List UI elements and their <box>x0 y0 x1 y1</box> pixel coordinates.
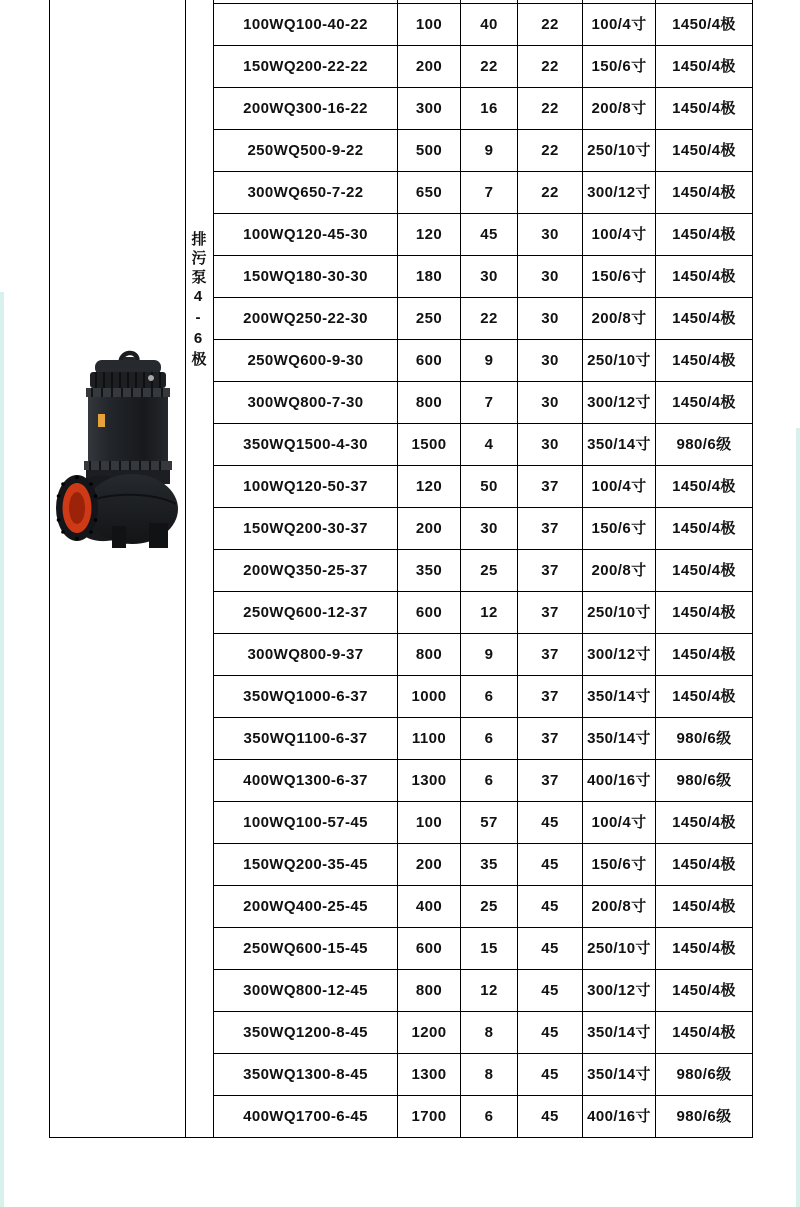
cell-head: 6 <box>461 1096 518 1138</box>
cell-speed: 1450/4极 <box>656 382 753 424</box>
cell-flow: 1100 <box>398 718 461 760</box>
cell-outlet: 400/16寸 <box>583 1096 656 1138</box>
cell-head: 6 <box>461 760 518 802</box>
cell-speed: 1450/4极 <box>656 88 753 130</box>
cell-head: 6 <box>461 676 518 718</box>
cell-model: 100WQ100-40-22 <box>214 4 398 46</box>
cell-head: 9 <box>461 130 518 172</box>
cell-power: 22 <box>518 172 583 214</box>
cell-model: 300WQ800-12-45 <box>214 970 398 1012</box>
cell-flow: 1700 <box>398 1096 461 1138</box>
cell-flow: 1000 <box>398 676 461 718</box>
cell-model: 100WQ120-45-30 <box>214 214 398 256</box>
cell-power: 37 <box>518 634 583 676</box>
cell-flow: 1300 <box>398 760 461 802</box>
cell-outlet: 100/4寸 <box>583 466 656 508</box>
cell-outlet: 200/8寸 <box>583 88 656 130</box>
cell-outlet: 150/6寸 <box>583 508 656 550</box>
cell-head: 7 <box>461 382 518 424</box>
cell-outlet: 300/12寸 <box>583 172 656 214</box>
cell-model: 150WQ200-35-45 <box>214 844 398 886</box>
cell-head: 12 <box>461 592 518 634</box>
cell-flow: 650 <box>398 172 461 214</box>
cell-outlet: 150/6寸 <box>583 46 656 88</box>
cell-outlet: 200/8寸 <box>583 298 656 340</box>
cell-speed: 1450/4极 <box>656 928 753 970</box>
cell-head: 25 <box>461 550 518 592</box>
cell-speed: 1450/4极 <box>656 466 753 508</box>
category-label-cell <box>186 0 214 1138</box>
cell-speed: 1450/4极 <box>656 172 753 214</box>
cell-flow: 500 <box>398 130 461 172</box>
cell-model: 300WQ800-7-30 <box>214 382 398 424</box>
cell-flow: 250 <box>398 298 461 340</box>
page-edge-strip-right <box>796 428 800 1207</box>
cell-model: 250WQ600-9-30 <box>214 340 398 382</box>
cell-model: 150WQ200-22-22 <box>214 46 398 88</box>
cell-power: 30 <box>518 424 583 466</box>
cell-flow: 1200 <box>398 1012 461 1054</box>
cell-speed: 980/6级 <box>656 718 753 760</box>
cell-model: 350WQ1300-8-45 <box>214 1054 398 1096</box>
cell-outlet: 350/14寸 <box>583 424 656 466</box>
cell-flow: 1500 <box>398 424 461 466</box>
cell-speed: 1450/4极 <box>656 970 753 1012</box>
cell-power: 30 <box>518 256 583 298</box>
cell-head: 4 <box>461 424 518 466</box>
cell-head: 40 <box>461 4 518 46</box>
cell-model: 150WQ180-30-30 <box>214 256 398 298</box>
cell-model: 250WQ600-12-37 <box>214 592 398 634</box>
cell-model: 300WQ650-7-22 <box>214 172 398 214</box>
cell-head: 22 <box>461 298 518 340</box>
category-side-label-text: 排污泵4-6极 <box>189 230 207 370</box>
cell-flow: 100 <box>398 4 461 46</box>
product-photo-cell <box>50 0 186 1138</box>
cell-outlet: 400/16寸 <box>583 760 656 802</box>
cell-model: 250WQ500-9-22 <box>214 130 398 172</box>
cell-head: 22 <box>461 46 518 88</box>
cell-speed: 1450/4极 <box>656 340 753 382</box>
cell-outlet: 100/4寸 <box>583 802 656 844</box>
category-side-label <box>183 229 213 371</box>
cell-power: 37 <box>518 508 583 550</box>
cell-model: 350WQ1000-6-37 <box>214 676 398 718</box>
cell-power: 37 <box>518 466 583 508</box>
cell-flow: 600 <box>398 592 461 634</box>
cell-model: 400WQ1700-6-45 <box>214 1096 398 1138</box>
pump-spec-table <box>49 0 753 1138</box>
cell-speed: 980/6级 <box>656 1096 753 1138</box>
cell-power: 45 <box>518 928 583 970</box>
cell-power: 37 <box>518 676 583 718</box>
cell-flow: 120 <box>398 214 461 256</box>
cell-power: 37 <box>518 718 583 760</box>
cell-model: 300WQ800-9-37 <box>214 634 398 676</box>
cell-speed: 1450/4极 <box>656 886 753 928</box>
cell-outlet: 250/10寸 <box>583 592 656 634</box>
cell-speed: 1450/4极 <box>656 256 753 298</box>
pump-label-sticker <box>98 414 105 427</box>
cell-outlet: 300/12寸 <box>583 634 656 676</box>
cell-model: 150WQ200-30-37 <box>214 508 398 550</box>
cell-power: 45 <box>518 1012 583 1054</box>
cell-power: 22 <box>518 88 583 130</box>
cell-head: 8 <box>461 1054 518 1096</box>
cell-model: 400WQ1300-6-37 <box>214 760 398 802</box>
cell-power: 45 <box>518 970 583 1012</box>
cell-outlet: 300/12寸 <box>583 382 656 424</box>
cell-outlet: 100/4寸 <box>583 214 656 256</box>
cell-head: 57 <box>461 802 518 844</box>
cell-flow: 1300 <box>398 1054 461 1096</box>
cell-model: 200WQ250-22-30 <box>214 298 398 340</box>
cell-speed: 1450/4极 <box>656 46 753 88</box>
cell-flow: 800 <box>398 970 461 1012</box>
cell-head: 25 <box>461 886 518 928</box>
cell-speed: 980/6级 <box>656 1054 753 1096</box>
cell-speed: 1450/4极 <box>656 802 753 844</box>
cell-speed: 1450/4极 <box>656 634 753 676</box>
cell-flow: 180 <box>398 256 461 298</box>
cell-outlet: 350/14寸 <box>583 1054 656 1096</box>
cell-model: 200WQ400-25-45 <box>214 886 398 928</box>
cell-head: 35 <box>461 844 518 886</box>
cell-flow: 200 <box>398 46 461 88</box>
cell-speed: 1450/4极 <box>656 214 753 256</box>
cell-power: 45 <box>518 802 583 844</box>
cell-power: 45 <box>518 1096 583 1138</box>
cell-head: 45 <box>461 214 518 256</box>
cell-speed: 1450/4极 <box>656 298 753 340</box>
cell-flow: 600 <box>398 928 461 970</box>
cell-flow: 120 <box>398 466 461 508</box>
cell-power: 22 <box>518 46 583 88</box>
cell-outlet: 100/4寸 <box>583 4 656 46</box>
page-edge-strip-left <box>0 292 4 1207</box>
cell-power: 37 <box>518 592 583 634</box>
cell-flow: 400 <box>398 886 461 928</box>
cell-model: 100WQ100-57-45 <box>214 802 398 844</box>
cell-head: 16 <box>461 88 518 130</box>
cell-speed: 1450/4极 <box>656 676 753 718</box>
cell-model: 350WQ1500-4-30 <box>214 424 398 466</box>
cell-outlet: 250/10寸 <box>583 340 656 382</box>
cell-speed: 1450/4极 <box>656 592 753 634</box>
cell-outlet: 150/6寸 <box>583 844 656 886</box>
cell-power: 45 <box>518 844 583 886</box>
cell-power: 45 <box>518 1054 583 1096</box>
cell-outlet: 350/14寸 <box>583 718 656 760</box>
cell-power: 45 <box>518 886 583 928</box>
cell-power: 30 <box>518 340 583 382</box>
cell-power: 30 <box>518 214 583 256</box>
cell-power: 30 <box>518 298 583 340</box>
cell-head: 6 <box>461 718 518 760</box>
cell-speed: 1450/4极 <box>656 550 753 592</box>
cell-model: 250WQ600-15-45 <box>214 928 398 970</box>
cell-outlet: 250/10寸 <box>583 130 656 172</box>
cell-flow: 350 <box>398 550 461 592</box>
cell-head: 50 <box>461 466 518 508</box>
cell-flow: 100 <box>398 802 461 844</box>
cell-speed: 1450/4极 <box>656 1012 753 1054</box>
cell-model: 350WQ1100-6-37 <box>214 718 398 760</box>
cell-power: 22 <box>518 130 583 172</box>
cell-head: 30 <box>461 508 518 550</box>
cell-model: 350WQ1200-8-45 <box>214 1012 398 1054</box>
cell-flow: 600 <box>398 340 461 382</box>
cell-head: 8 <box>461 1012 518 1054</box>
cell-speed: 1450/4极 <box>656 508 753 550</box>
cell-head: 15 <box>461 928 518 970</box>
submersible-sewage-pump-photo <box>54 344 178 549</box>
cell-flow: 800 <box>398 634 461 676</box>
cell-speed: 1450/4极 <box>656 130 753 172</box>
cell-model: 200WQ300-16-22 <box>214 88 398 130</box>
cell-flow: 800 <box>398 382 461 424</box>
cell-head: 9 <box>461 340 518 382</box>
cell-head: 12 <box>461 970 518 1012</box>
cell-head: 9 <box>461 634 518 676</box>
cell-outlet: 200/8寸 <box>583 886 656 928</box>
cell-speed: 1450/4极 <box>656 844 753 886</box>
cell-outlet: 350/14寸 <box>583 1012 656 1054</box>
cell-model: 200WQ350-25-37 <box>214 550 398 592</box>
cell-outlet: 200/8寸 <box>583 550 656 592</box>
cell-head: 30 <box>461 256 518 298</box>
cell-power: 37 <box>518 760 583 802</box>
spec-table-body <box>50 0 753 1138</box>
cell-speed: 980/6级 <box>656 424 753 466</box>
cell-outlet: 300/12寸 <box>583 970 656 1012</box>
cell-power: 30 <box>518 382 583 424</box>
cell-speed: 980/6级 <box>656 760 753 802</box>
cell-speed: 1450/4极 <box>656 4 753 46</box>
cell-outlet: 350/14寸 <box>583 676 656 718</box>
cell-flow: 300 <box>398 88 461 130</box>
cell-flow: 200 <box>398 508 461 550</box>
cell-power: 22 <box>518 4 583 46</box>
cell-head: 7 <box>461 172 518 214</box>
cell-outlet: 250/10寸 <box>583 928 656 970</box>
cell-model: 100WQ120-50-37 <box>214 466 398 508</box>
cell-outlet: 150/6寸 <box>583 256 656 298</box>
cell-power: 37 <box>518 550 583 592</box>
cell-flow: 200 <box>398 844 461 886</box>
